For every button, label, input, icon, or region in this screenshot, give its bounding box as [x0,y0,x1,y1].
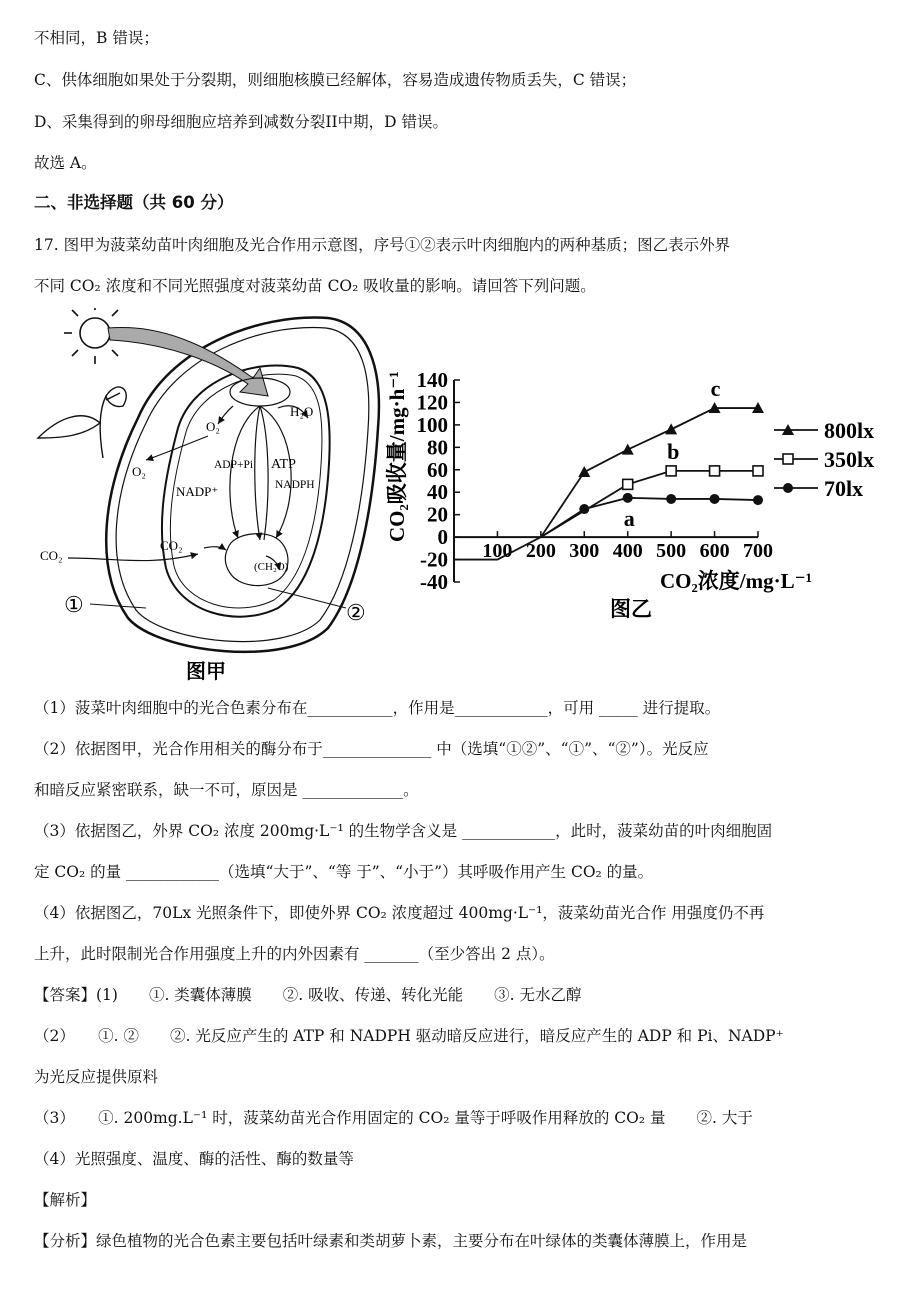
subquestion-2-cont: 和暗反应紧密联系，缺一不可，原因是 _____________。 [34,781,419,799]
text-line: D、采集得到的卵母细胞应培养到减数分裂II中期，D 错误。 [34,113,449,131]
x-tick-label: 100 [482,540,513,563]
answer-4: （4）光照强度、温度、酶的活性、酶的数量等 [34,1150,354,1168]
point-label: c [710,376,721,402]
data-point-70lx [623,493,633,503]
data-point-350lx [666,466,676,476]
answer-3: （3） ①. 200mg.L⁻¹ 时，菠菜幼苗光合作用固定的 CO₂ 量等于呼吸作用释放的 CO₂ 量 ②. 大于 [34,1109,753,1127]
label-ch2o: (CH₂O) [254,561,289,573]
data-point-350lx [753,466,763,476]
y-tick-label: 20 [427,502,448,527]
x-tick-label: 300 [569,540,600,563]
legend-label: 800lx [824,418,875,443]
y-tick-label: 120 [416,390,448,415]
data-point-70lx [710,494,720,504]
analysis-text: 【分析】绿色植物的光合色素主要包括叶绿素和类胡萝卜素，主要分布在叶绿体的类囊体薄膜上，作用是 [34,1232,748,1250]
seedling-icon [38,387,126,458]
label-num1: ① [64,592,84,617]
data-point-70lx [666,494,676,504]
x-tick-label: 400 [612,540,643,563]
y-tick-label: 100 [416,412,448,437]
question-stem: 不同 CO₂ 浓度和不同光照强度对菠菜幼苗 CO₂ 吸收量的影响。请回答下列问题。 [34,277,596,295]
answer-2-cont: 为光反应提供原料 [34,1068,159,1086]
data-point-800lx [622,444,634,455]
label-num2: ② [346,600,366,625]
data-point-70lx [753,495,763,505]
light-arrow [108,327,268,396]
y-tick-label: 40 [427,480,448,505]
text-line: 故选 A。 [34,154,97,172]
subquestion-3-cont: 定 CO₂ 的量 ____________（选填“大于”、“等 于”、“小于”）其呼吸作用产生 CO₂ 的量。 [34,863,654,881]
section-heading: 二、非选择题（共 60 分） [34,193,234,212]
label-atp: ATP [271,457,296,472]
legend-marker [783,483,793,493]
label-nadp: NADP⁺ [176,484,219,499]
subquestion-2: （2）依据图甲，光合作用相关的酶分布于______________ 中（选填“①②”、“①”、“②”）。光反应 [34,740,709,758]
legend-label: 350lx [824,447,875,472]
chart-yi [372,352,892,632]
data-point-350lx [710,466,720,476]
subquestion-4-cont: 上升，此时限制光合作用强度上升的内外因素有 _______（至少答出 2 点）。 [34,945,555,963]
calvin-cycle [225,534,288,586]
label-co2-outer: CO₂ [40,548,63,563]
legend-label: 70lx [824,476,864,501]
analysis-heading: 【解析】 [34,1191,97,1209]
text-line: 不相同，B 错误； [34,29,159,47]
label-adp: ADP+Pi [214,459,254,471]
label-o2-outer: O₂ [132,464,146,479]
subquestion-4: （4）依据图乙，70Lx 光照条件下，即使外界 CO₂ 浓度超过 400mg·L⁻¹，菠菜幼苗光合作 用强度仍不再 [34,904,765,922]
y-tick-label: 80 [427,435,448,460]
x-tick-label: 500 [656,540,687,563]
subquestion-3: （3）依据图乙，外界 CO₂ 浓度 200mg·L⁻¹ 的生物学含义是 ____________，此时，菠菜幼苗的叶肉细胞固 [34,822,773,840]
figure-caption: 图甲 [186,661,226,683]
y-tick-label: -20 [420,547,448,572]
legend-marker [783,454,793,464]
question-stem: 17. 图甲为菠菜幼苗叶肉细胞及光合作用示意图，序号①②表示叶肉细胞内的两种基质；图乙表示外界 [34,236,731,254]
label-co2-inner: CO₂ [160,538,183,553]
chart-xlabel: CO₂浓度/mg·L⁻¹ [660,569,813,593]
subquestion-1: （1）菠菜叶肉细胞中的光合色素分布在___________，作用是____________，可用 _____ 进行提取。 [34,699,721,717]
label-h2o: H₂O [290,404,314,419]
text-line: C、供体细胞如果处于分裂期，则细胞核膜已经解体，容易造成遗传物质丢失，C 错误； [34,71,637,89]
data-point-70lx [579,504,589,514]
y-tick-label: -40 [420,570,448,594]
data-point-800lx [578,466,590,477]
chart-caption: 图乙 [610,597,652,621]
point-label: b [667,438,680,464]
y-tick-label: 140 [416,368,448,392]
y-tick-label: 0 [437,525,448,550]
x-tick-label: 200 [525,540,556,563]
figure-jia [28,308,408,688]
label-nadph: NADPH [275,479,315,491]
chart-ylabel: CO₂吸收量/mg·h⁻¹ [385,371,409,542]
answer-1: 【答案】(1) ①. 类囊体薄膜 ②. 吸收、传递、转化光能 ③. 无水乙醇 [34,986,582,1004]
answer-2: （2） ①. ② ②. 光反应产生的 ATP 和 NADPH 驱动暗反应进行，暗反应产生的 ADP 和 Pi、NADP⁺ [34,1027,784,1045]
x-tick-label: 600 [699,540,730,563]
x-tick-label: 700 [743,540,773,563]
data-point-800lx [665,423,677,434]
label-o2-inner: O₂ [206,419,220,434]
y-tick-label: 60 [427,457,448,482]
point-label: a [623,505,635,531]
data-point-350lx [623,479,633,489]
series-line-350lx [541,471,758,537]
mesophyll-cell [106,318,379,652]
